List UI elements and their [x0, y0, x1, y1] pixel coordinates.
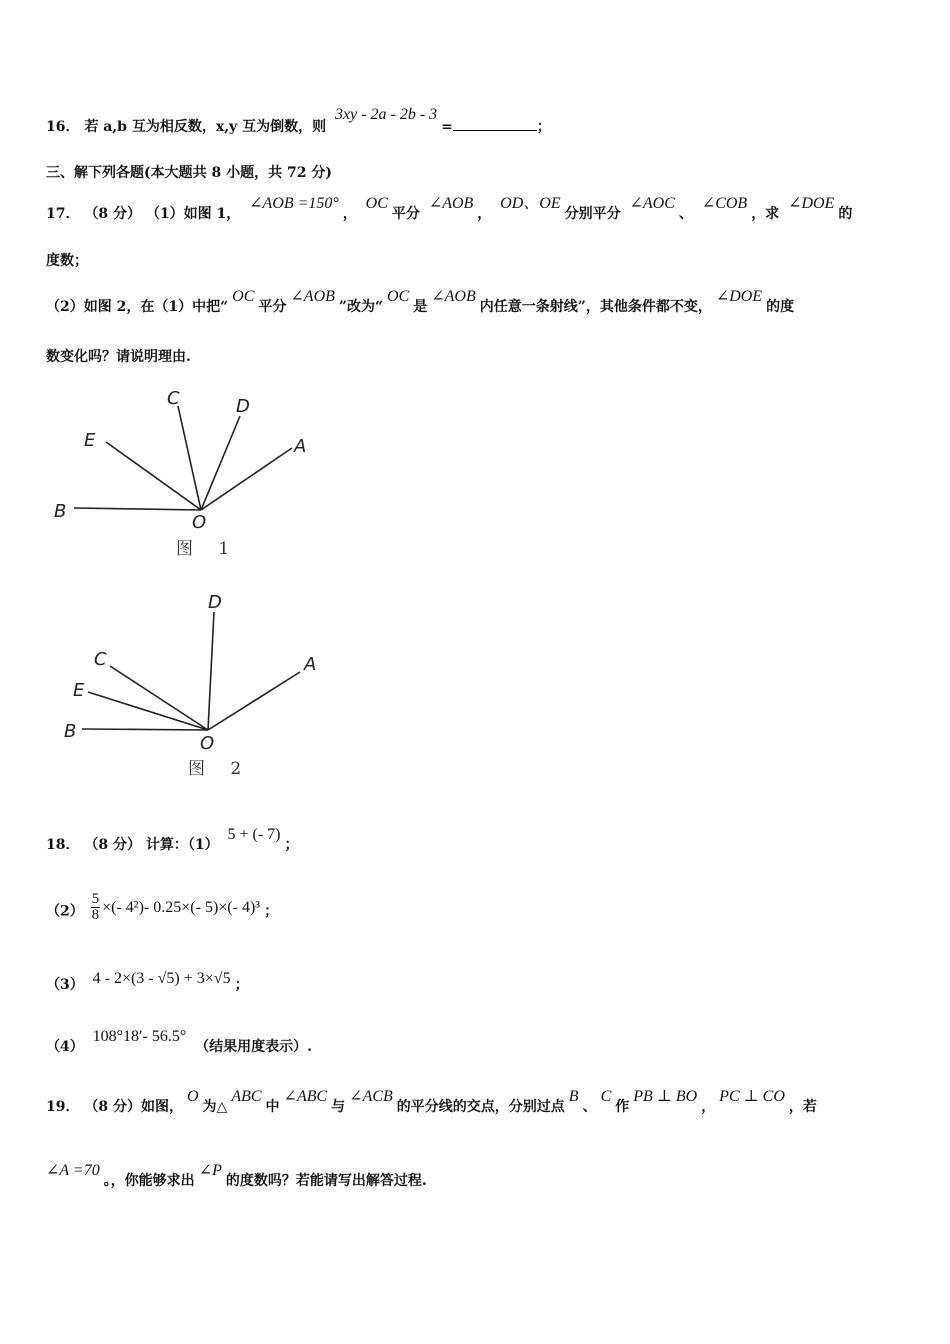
q19-text: ，: [701, 1099, 716, 1115]
label-e: E: [73, 680, 85, 701]
label-c: C: [167, 388, 180, 409]
ray-oc: [178, 406, 201, 510]
figure-2: [46, 590, 346, 786]
q19-triangle-abc: ABC: [231, 1088, 262, 1105]
q17-sep: ，: [342, 206, 357, 222]
q17-angle-aob-150: ∠AOB =150°: [249, 195, 339, 212]
q19-text: ，若: [788, 1099, 817, 1115]
q16-answer-blank: [453, 118, 537, 131]
q17-line-1: [46, 195, 853, 223]
label-a: A: [304, 654, 317, 675]
q17-text: 平分: [391, 206, 420, 222]
q18-fraction: [91, 892, 101, 923]
q19-text: 、: [582, 1099, 597, 1115]
q18-part-3: （3）: [46, 977, 84, 993]
figure-1: [46, 384, 346, 564]
q17-p2-angle-aob: ∠AOB: [290, 288, 335, 305]
q19-text: 的平分线的交点，分别过点: [396, 1099, 565, 1115]
q18-score: （8 分）: [84, 837, 141, 853]
q17-p2-text: ”改为“: [338, 299, 384, 315]
q16-text: 若 a,b 互为相反数，x,y 互为倒数，则: [84, 119, 327, 135]
q18-line-3: [46, 970, 249, 994]
q17-p2-text: 平分: [258, 299, 287, 315]
q19-line-2: [46, 1162, 427, 1190]
q19-angle-abc: ∠ABC: [283, 1088, 328, 1105]
q17-od-oe: OD、OE: [500, 195, 561, 212]
q17-p2-angle-aob: ∠AOB: [431, 288, 476, 305]
q18-note: （结果用度表示）.: [195, 1039, 312, 1055]
q17-sep: ，: [477, 206, 492, 222]
q18-end: ；: [234, 977, 249, 993]
q17-p2-angle-doe: ∠DOE: [715, 288, 763, 305]
q17-sep: 、: [678, 206, 693, 222]
q16-end: ；: [536, 119, 551, 135]
label-o: O: [192, 512, 207, 533]
q17-text: 的: [838, 206, 853, 222]
fraction-denominator: 8: [91, 907, 100, 923]
q16-expression: 3xy - 2a - 2b - 3: [334, 106, 438, 123]
label-b: B: [64, 721, 77, 742]
q18-part-4: （4）: [46, 1039, 84, 1055]
q19-lead: 如图，: [140, 1099, 183, 1115]
section-3-heading: 三、解下列各题(本大题共 8 小题，共 72 分): [46, 165, 332, 181]
q17-angle-aob: ∠AOB: [428, 195, 474, 212]
q19-text: 为△: [202, 1099, 228, 1115]
q18-number: 18．: [46, 837, 80, 853]
q19-number: 19．: [46, 1099, 80, 1115]
q19-text: 的度数吗？若能请写出解答过程.: [225, 1173, 427, 1189]
q18-lead: 计算：（1）: [145, 837, 219, 853]
q19-score: （8 分）: [84, 1099, 141, 1115]
q19-pc-perp-co: PC ⊥ CO: [719, 1088, 785, 1105]
q19-text: 中: [265, 1099, 280, 1115]
q19-angle-p: ∠P: [198, 1162, 222, 1179]
q18-expr-4: 108°18′- 56.5°: [92, 1028, 187, 1045]
q17-p2-oc: OC: [232, 288, 255, 305]
label-c: C: [94, 649, 107, 670]
ray-oe: [88, 692, 208, 730]
figure-2-caption: 图 2: [188, 759, 252, 779]
q19-text: 与: [331, 1099, 346, 1115]
q18-line-4: [46, 1028, 312, 1056]
q17-score: （8 分）: [84, 206, 141, 222]
q18-expr-2: ×(- 4²)- 0.25×(- 5)×(- 4)³: [102, 898, 261, 916]
q19-point-b: B: [568, 1088, 579, 1105]
q17-part2-lead: （2）如图 2，在（1）中把“: [46, 299, 229, 315]
q17-p2-text: 内任意一条射线”，其他条件都不变，: [479, 299, 712, 315]
ray-od: [208, 612, 214, 730]
q17-angle-aoc: ∠AOC: [629, 195, 675, 212]
q17-text: 分别平分: [564, 206, 621, 222]
q18-part-2: （2）: [46, 903, 84, 920]
ray-oa: [208, 672, 300, 730]
q17-line-2: 度数；: [46, 253, 88, 269]
q18-expr-3: 4 - 2×(3 - √5) + 3×√5: [92, 970, 231, 987]
q17-p2-text: 的度: [766, 299, 795, 315]
q19-point-o: O: [186, 1088, 199, 1105]
ray-ob: [82, 729, 208, 730]
ray-oc: [110, 666, 208, 730]
q16-number: 16．: [46, 119, 80, 135]
ray-ob: [74, 508, 201, 510]
q18-end: ；: [264, 903, 279, 920]
q17-angle-cob: ∠COB: [701, 195, 748, 212]
q17-line-4: 数变化吗？请说明理由.: [46, 349, 191, 365]
q19-angle-a-70: ∠A =70: [46, 1162, 100, 1179]
q18-expr-1: 5 + (- 7): [227, 826, 281, 843]
q17-line-3: [46, 288, 795, 316]
q17-p2-text: 是: [413, 299, 428, 315]
q17-oc: OC: [365, 195, 388, 212]
q18-line-1: [46, 826, 299, 854]
q17-part1-lead: （1）如图 1，: [145, 206, 241, 222]
ray-oe: [106, 442, 201, 510]
q16-line: [46, 106, 551, 136]
q19-line-1: [46, 1088, 817, 1116]
q19-angle-acb: ∠ACB: [349, 1088, 393, 1105]
fraction-numerator: 5: [91, 891, 100, 907]
q17-p2-oc: OC: [387, 288, 410, 305]
label-a: A: [294, 436, 307, 457]
q18-end: ；: [284, 837, 299, 853]
q19-text: 作: [615, 1099, 630, 1115]
q17-number: 17．: [46, 206, 80, 222]
q16-equals: =: [441, 119, 453, 135]
label-o: O: [200, 733, 215, 754]
q19-pb-perp-bo: PB ⊥ BO: [633, 1088, 698, 1105]
label-e: E: [84, 430, 96, 451]
q17-angle-doe: ∠DOE: [788, 195, 835, 212]
q19-point-c: C: [600, 1088, 612, 1105]
label-b: B: [54, 501, 67, 522]
q17-text: ，求: [751, 206, 780, 222]
q18-line-2: [46, 891, 279, 927]
label-d: D: [208, 592, 222, 613]
label-d: D: [236, 396, 250, 417]
figure-1-caption: 图 1: [176, 539, 240, 559]
q19-text: 。，你能够求出: [103, 1173, 195, 1189]
